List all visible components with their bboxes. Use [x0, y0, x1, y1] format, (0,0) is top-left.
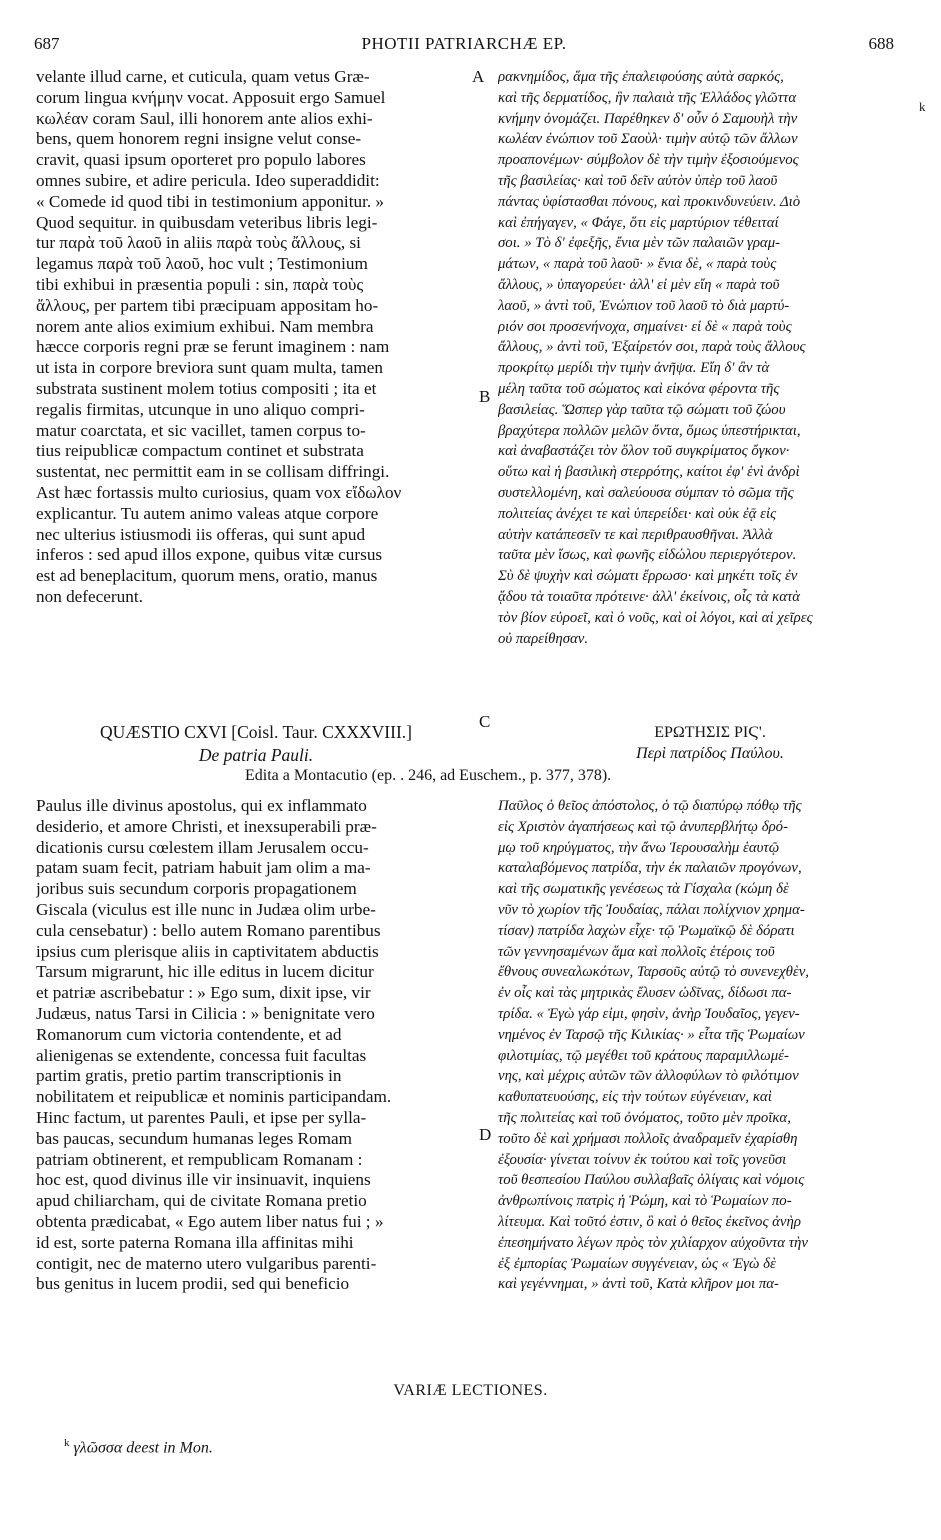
greek-text-line: καὶ τῆς δερματίδος, ἣν παλαιὰ τῆς Ἑλλάδος γλῶττα — [498, 89, 797, 106]
greek-text-line: τῆς πολιτείας καὶ τοῦ ὀνόματος, τοῦτο μὲν προῖκα, — [498, 1109, 791, 1126]
greek-text-line: ἐπεσημήνατο λέγων πρὸς τὸν χιλίαρχον αὐχοῦντα τὴν — [498, 1234, 808, 1251]
latin-text-line: Hinc factum, ut parentes Pauli, et ipse per sylla- — [36, 1107, 367, 1127]
greek-text-line: ᾅδου τὰ τοιαῦτα πρότεινε· ἀλλ' ἐκείνοις, οἷς τὰ κατὰ — [498, 588, 801, 605]
latin-text-line: omnes subire, et adire pericula. Ideo superaddidit: — [36, 170, 380, 190]
greek-text-line: νημένος ἐν Ταρσῷ τῆς Κιλικίας· » εἶτα τῆς Ῥωμαίων — [498, 1026, 805, 1043]
running-title: PHOTII PATRIARCHÆ EP. — [361, 34, 567, 53]
greek-text-line: συστελλομένη, καὶ σαλεύουσα σύμπαν τὸ σῶμα τῆς — [498, 484, 794, 501]
latin-text-line: tius reipublicæ compactum continet et substrata — [36, 441, 364, 461]
greek-text-line: μῳ τοῦ κηρύγματος, τὴν ἄνω Ἱερουσαλὴμ ἑαυτῷ — [498, 839, 780, 856]
greek-text-line: τοῦτο δὲ καὶ χρήμασι πολλοῖς ἀναδραμεῖν ἐχαρίσθη — [498, 1130, 798, 1147]
edition-note: Edita a Montacutio (ep. . 246, ad Euschem., p. 377, 378). — [245, 767, 612, 784]
latin-text-line: velante illud carne, et cuticula, quam vetus Græ- — [36, 67, 370, 86]
greek-text-line: ἐν οἷς καὶ τὰς μητρικὰς ἔλυσεν ὠδῖνας, δίδωσι πα- — [498, 985, 792, 1002]
latin-text-line: et patriæ ascribebatur : » Ego sum, dixit ipse, vir — [36, 983, 371, 1003]
greek-text-line: προκρίτῳ μερίδι τὴν τιμὴν ἀνῆψα. Εἴη δ' ἂν τὰ — [498, 360, 770, 377]
latin-text-line: hoc est, quod divinus ille vir insinuavit, inquiens — [36, 1170, 371, 1190]
greek-text-line: ρακνημίδος, ἅμα τῆς ἐπαλειφούσης αὐτὰ σαρκός, — [498, 69, 784, 85]
latin-text-line: regalis firmitas, utcunque in uno aliquo compri- — [36, 399, 365, 419]
latin-text-line: Tarsum migrarunt, hic ille editus in lucem dicitur — [36, 962, 374, 982]
latin-text-line: Judæus, natus Tarsi in Cilicia : » benignitate vero — [36, 1003, 375, 1023]
greek-text-line: ἄλλους, » ἀντὶ τοῦ, Ἐξαίρετόν σοι, παρὰ τοὺς ἄλλους — [498, 339, 806, 356]
latin-text-line: bens, quem honorem regni insigne velut conse- — [36, 129, 362, 149]
latin-text-line: id est, sorte paterna Romana illa affinitas mihi — [36, 1232, 354, 1252]
greek-column-bottom — [498, 796, 918, 1295]
variant-note-marker: k — [64, 1437, 70, 1449]
latin-text-line: alienigenas se extendente, concessa fuit facultas — [36, 1045, 367, 1065]
latin-text-line: contigit, nec de materno utero vulgaribus parenti- — [36, 1253, 377, 1273]
latin-text-line: substrata sustinent molem totius compositi ; ita et — [36, 378, 377, 398]
greek-text-line: Παῦλος ὁ θεῖος ἀπόστολος, ὁ τῷ διαπύρῳ πόθῳ τῆς — [498, 798, 802, 814]
greek-text-line: τρίδα. « Ἐγὼ γάρ εἰμι, φησὶν, ἀνὴρ Ἰουδαῖος, γεγεν- — [498, 1005, 800, 1022]
latin-text-line: corum lingua κνήμην vocat. Apposuit ergo Samuel — [36, 87, 386, 107]
question-latin-subtitle: De patria Pauli. — [198, 745, 314, 765]
greek-text-line: κωλέαν ἐνώπιον τοῦ Σαοὺλ· τιμὴν αὐτῷ τῶν ἄλλων — [498, 131, 798, 148]
latin-text-line: hæcce corporis regni præ se ferunt imaginem : nam — [36, 337, 390, 357]
greek-text-line: καθυπατευούσης, εἰς τὴν τούτων εὐγένειαν, καὶ — [498, 1089, 772, 1106]
latin-text-line: inferos : sed apud illos expone, quibus vitæ cursus — [36, 545, 383, 565]
greek-text-line: καὶ ἐπήγαγεν, « Φάγε, ὅτι εἰς μαρτύριον τέθειταί — [498, 214, 779, 231]
greek-text-line: καὶ γεγέννημαι, » ἀντὶ τοῦ, Κατὰ κλῆρον μοι πα- — [498, 1276, 779, 1293]
variant-note-text: γλῶσσα deest in Mon. — [73, 1439, 213, 1457]
greek-text-line: λίτευμα. Καὶ τοῦτό ἐστιν, ὃ καὶ ὁ θεῖος ἐκεῖνος ἀνὴρ — [498, 1213, 801, 1230]
latin-text-line: Romanorum cum victoria contendente, et ad — [36, 1024, 342, 1044]
latin-text-line: norem ante alios eximium exhibui. Nam membra — [36, 316, 374, 336]
latin-text-line: ipsius cum plerisque aliis in captivitatem abductis — [36, 941, 379, 961]
latin-column-bottom — [36, 796, 470, 1295]
greek-text-line: κνήμην ὀνομάζει. Παρέθηκεν δ' οὖν ὁ Σαμουὴλ τὴν — [498, 110, 798, 127]
margin-marker-a: A — [472, 67, 485, 86]
greek-text-line: καὶ ἀναβαστάζει τὸν ὅλον τοῦ συγκρίματος ὄγκον· — [498, 443, 790, 460]
greek-text-line: νῦν τὸ χωρίον τῆς Ἰουδαίας, πάλαι πολίχνιον χρημα- — [498, 901, 805, 918]
latin-text-line: « Comede id quod tibi in testimonium apponitur. » — [36, 191, 385, 211]
greek-text-line: εἰς Χριστὸν ἀγαπήσεως καὶ τῷ ἀνυπερβλήτῳ δρό- — [498, 818, 789, 835]
latin-text-line: Giscala (viculus est ille nunc in Judæa olim urbe- — [36, 899, 376, 919]
greek-text-line: νης, καὶ μέχρις αὐτῶν τῶν ἀλλοφύλων τὸ φιλότιμον — [498, 1068, 799, 1085]
greek-text-line: μάτων, « παρὰ τοῦ λαοῦ· » ἔνια δὲ, « παρὰ τοὺς — [498, 256, 777, 273]
latin-text-line: cravit, quasi ipsum oporteret pro populo labores — [36, 150, 366, 170]
greek-text-line: ἐξ ἐμπορίας Ῥωμαίων συγγένειαν, ὡς « Ἐγὼ δὲ — [498, 1255, 776, 1272]
latin-text-line: partim gratis, pretio partim transcriptionis in — [36, 1066, 342, 1086]
latin-text-line: cula censebatur) : bello autem Romano parentibus — [36, 920, 381, 940]
latin-text-line: dicationis cursu cœlestem illam Jerusalem occu- — [36, 837, 369, 857]
latin-text-line: legamus παρὰ τοῦ λαοῦ, hoc vult ; Testimonium — [36, 254, 368, 274]
margin-marker-d: D — [479, 1125, 492, 1144]
greek-text-line: μέλη ταῦτα τοῦ σώματος καὶ εἰκόνα φέροντα τῆς — [498, 380, 780, 397]
greek-text-line: ἐξουσία· γίνεται τοίνυν ἐκ τούτου καὶ τοῖς γονεῦσι — [498, 1151, 787, 1168]
greek-text-line: πάντας ὑφίστασθαι πόνους, καὶ προκινδυνεύειν. Διὸ — [498, 193, 801, 210]
margin-marker-b: B — [479, 387, 491, 406]
greek-text-line: καὶ τῆς σωματικῆς γενέσεως τὰ Γίσχαλα (κώμη δὲ — [498, 881, 789, 898]
greek-text-line: τὸν βίον εὐροεῖ, καὶ ὁ νοῦς, καὶ οἱ λόγοι, καὶ αἱ χεῖρες — [498, 609, 813, 626]
latin-text-line: Ast hæc fortassis multo curiosius, quam vox εἴδωλον — [36, 482, 402, 502]
greek-text-line: ἔθνους συνεαλωκότων, Ταρσοῦς αὐτῷ τὸ συνενεχθὲν, — [498, 964, 809, 981]
greek-text-line: καταλαβόμενος πατρίδα, τὴν ἐκ παλαιῶν προγόνων, — [498, 860, 802, 877]
latin-text-line: explicantur. Tu autem animo valeas atque corpore — [36, 503, 379, 523]
greek-column-top — [498, 67, 918, 649]
latin-text-line: nec ulterius istiusmodi iis offeras, qui sunt apud — [36, 524, 366, 544]
latin-text-line: est ad beneplacitum, quorum mens, oratio, manus — [36, 566, 378, 586]
greek-text-line: προαπονέμων· σύμβολον δὲ τὴν τιμὴν ἐξοσιούμενος — [498, 152, 799, 169]
margin-marker-c: C — [479, 712, 491, 731]
latin-text-line: tur παρὰ τοῦ λαοῦ in aliis παρὰ τοὺς ἄλλους, si — [36, 233, 361, 253]
margin-marker-k: k — [919, 99, 926, 114]
greek-text-line: τῶν γεννησαμένων ἅμα καὶ πολλοῖς ἑτέροις τοῦ — [498, 943, 775, 960]
latin-text-line: desiderio, et amore Christi, et inexsuperabili præ- — [36, 816, 377, 836]
latin-text-line: patam suam fecit, patriam habuit jam olim a ma- — [36, 858, 371, 878]
greek-text-line: σοι. » Τὸ δ' ἐφεξῆς, ἔνια μὲν τῶν παλαιῶν γραμ- — [498, 235, 781, 252]
greek-text-line: τοῦ θεσπεσίου Παύλου συλλαβαῖς ὀλίγαις καὶ νόμοις — [498, 1172, 805, 1189]
greek-text-line: πολιτείας ἀνέχει τε καὶ ὑπερείδει· καὶ οὐκ ἐᾷ εἰς — [498, 505, 777, 522]
greek-text-line: οὕτω καὶ ἡ βασιλικὴ στερρότης, καίτοι ἐφ' ἑνὶ ἀνδρὶ — [498, 464, 800, 481]
greek-text-line: τῆς βασιλείας· καὶ τοῦ δεῖν αὐτὸν ὑπὲρ τοῦ λαοῦ — [498, 172, 778, 189]
running-header — [34, 34, 894, 56]
latin-text-line: matur coarctata, et sic vacillet, tamen corpus to- — [36, 420, 366, 440]
latin-text-line: ἄλλους, per partem tibi præcipuam appositam ho- — [36, 295, 379, 315]
variae-lectiones-heading: VARIÆ LECTIONES. — [393, 1382, 548, 1399]
latin-text-line: κωλέαν coram Saul, illi honorem ante alios exhi- — [36, 108, 373, 128]
latin-text-line: nobilitatem et reipublicæ et nominis participandam. — [36, 1087, 392, 1107]
greek-text-line: ριόν σοι προσενήνοχα, σημαίνει· εἰ δὲ « παρὰ τοὺς — [498, 318, 792, 335]
latin-text-line: patriam obtinerent, et rempublicam Romanam : — [36, 1149, 363, 1169]
latin-text-line: apud chiliarcham, qui de civitate Romana pretio — [36, 1191, 367, 1211]
greek-text-line: φιλοτιμίας, τῷ μεγέθει τοῦ κράτους παραμιλλωμέ- — [498, 1047, 789, 1064]
latin-text-line: ut ista in corpore breviora sunt quam multa, tamen — [36, 358, 383, 378]
question-latin-title: QUÆSTIO CXVI [Coisl. Taur. CXXXVIII.] — [100, 722, 412, 742]
latin-text-line: tibi exhibui in præsentia populi : sin, παρὰ τοὺς — [36, 274, 364, 294]
latin-text-line: obtenta prædicabat, « Ego autem liber natus fui ; » — [36, 1211, 384, 1231]
greek-text-line: ταῦτα μὲν ἴσως, καὶ φωνῆς εἰδώλου περιεργότερον. — [498, 547, 797, 564]
greek-text-line: τίσαν) πατρίδα λαχὼν εἶχε· τῷ Ῥωμαϊκῷ δὲ δόρατι — [498, 922, 795, 939]
latin-column-top — [36, 67, 470, 608]
greek-text-line: αὑτὴν κατάπεσεῖν τε καὶ περιθραυσθῆναι. Ἀλλὰ — [498, 526, 773, 543]
greek-text-line: ἄλλους, » ὑπαγορεύει· ἀλλ' εἰ μὲν εἴη « παρὰ τοῦ — [498, 276, 780, 293]
page-number-right: 688 — [868, 34, 894, 53]
greek-text-line: ἀνθρωπίνοις πατρὶς ἡ Ῥώμη, καὶ τὸ Ῥωμαίων πο- — [498, 1193, 792, 1210]
greek-text-line: βραχύτερα πολλῶν μελῶν ὄντα, ὅμως ὑπεστήρικται, — [498, 422, 801, 439]
question-greek-title: ΕΡΩΤΗΣΙΣ ΡΙϚ'. — [654, 724, 766, 741]
greek-text-line: Σὺ δὲ ψυχὴν καὶ σώματι ἔρρωσο· καὶ μηκέτι τοῖς ἐν — [498, 568, 798, 585]
greek-text-line: οὐ παρείθησαν. — [498, 630, 589, 647]
latin-text-line: bus genitus in lucem prodii, sed qui beneficio — [36, 1274, 350, 1294]
latin-text-line: joribus suis secundum corporis propagationem — [36, 879, 357, 899]
greek-text-line: λαοῦ, » ἀντὶ τοῦ, Ἐνώπιον τοῦ λαοῦ τὸ διὰ μαρτύ- — [498, 297, 790, 314]
page-number-left: 687 — [34, 34, 60, 53]
question-greek-subtitle: Περὶ πατρίδος Παύλου. — [636, 745, 784, 762]
greek-text-line: βασιλείας. Ὥσπερ γὰρ ταῦτα τῷ σώματι τοῦ ζώου — [498, 401, 786, 418]
variant-note — [64, 1437, 213, 1457]
latin-text-line: non defecerunt. — [36, 586, 143, 606]
latin-text-line: Quod sequitur. in quibusdam veteribus libris legi- — [36, 212, 378, 232]
latin-text-line: Paulus ille divinus apostolus, qui ex inflammato — [36, 796, 367, 815]
latin-text-line: bas paucas, secundum humanas leges Romam — [36, 1128, 352, 1148]
latin-text-line: sustentat, nec permittit eam in se collisam diffringi. — [36, 462, 390, 482]
